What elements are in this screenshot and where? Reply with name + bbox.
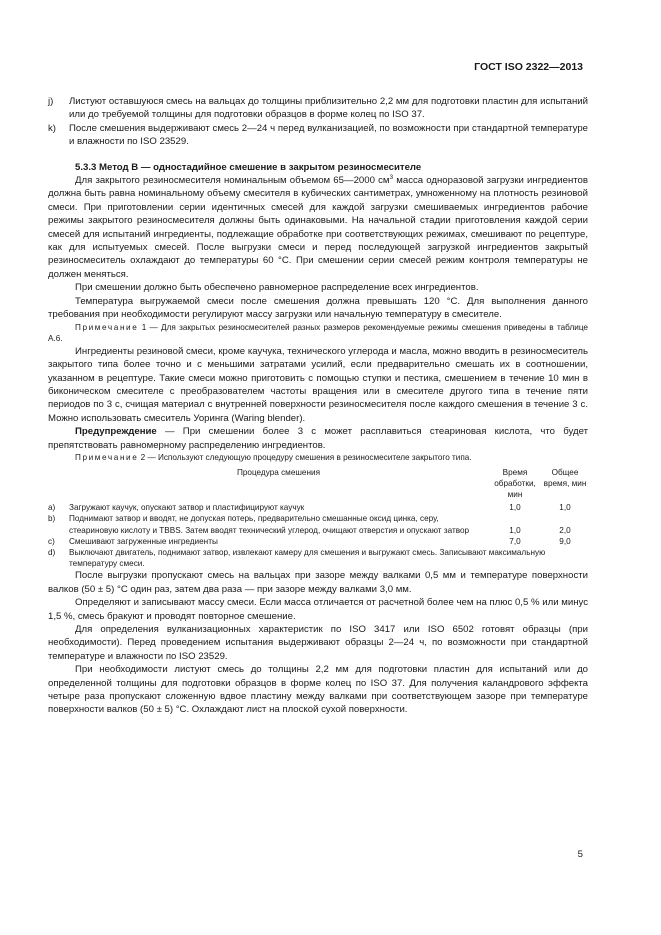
list-text: Листуют оставшуюся смесь на вальцах до толщины приблизительно 2,2 мм для подготовки пластин для испытаний или до требуемой толщины для подготовки образцов в форме колец по ISO 37. xyxy=(69,96,588,121)
table-row xyxy=(48,536,588,547)
table-header-time: Время обработки, мин xyxy=(494,467,536,499)
note-label: Примечание xyxy=(75,452,139,462)
row-letter: d) xyxy=(48,547,56,557)
row-letter: a) xyxy=(48,503,56,513)
paragraph: После выгрузки пропускают смесь на вальцах при зазоре между валками 0,5 мм и температуре поверхности валков (50 ± 5) °С один раз, затем два раза — при зазоре между валками 3,0 мм. xyxy=(48,570,588,595)
row-total: 2,0 xyxy=(559,525,571,535)
paragraph: Температура выгружаемой смеси после смешения должна превышать 120 °С. Для выполнения данного требования при необходимости регулируют массу загрузки или начальную температуру в смесителе. xyxy=(48,295,588,321)
document-header: ГОСТ ISO 2322—2013 xyxy=(474,61,583,73)
list-item-k xyxy=(48,122,588,149)
document-body xyxy=(48,95,588,717)
row-total: 1,0 xyxy=(559,503,571,513)
procedure-table xyxy=(48,467,588,570)
warning xyxy=(48,425,588,452)
row-text: Загружают каучук, опускают затвор и пластифицируют каучук xyxy=(69,503,305,513)
row-text: Поднимают затвор и вводят, не допуская потерь, предварительно смешанные оксид цинка, серу, стеариновую кислоту и TBBS. Затем вводят технический углерод, очищают отверстия и опускают затвор xyxy=(69,514,470,535)
paragraph: При необходимости листуют смесь до толщины 2,2 мм для подготовки пластин для испытаний или до определенной толщины для подготовки образцов в форме колец по ISO 37. Для получения каландрового эффекта четыре раза пропускают сложенную вдвое пластину между валками при соответствующем зазоре при температуре поверхности валков (50 ± 5) °С. Охлаждают лист на плоской сухой поверхности. xyxy=(48,664,588,716)
list-letter: j) xyxy=(48,96,54,107)
row-text: Смешивают загруженные ингредиенты xyxy=(69,536,218,546)
table-row xyxy=(48,513,588,535)
row-time: 1,0 xyxy=(509,525,521,535)
table-header-empty xyxy=(48,467,69,503)
note-label: Примечание xyxy=(75,322,139,332)
warning-text: — При смешении более 3 с может расплавиться стеариновая кислота, что будет препятствовать равномерному распределению ингредиентов. xyxy=(48,426,588,451)
list-item-j xyxy=(48,95,588,122)
row-total: 9,0 xyxy=(559,536,571,546)
note-2 xyxy=(48,452,588,464)
superscript: 3 xyxy=(389,173,394,181)
paragraph: При смешении должно быть обеспечено равномерное распределение всех ингредиентов. xyxy=(75,282,479,294)
page-number: 5 xyxy=(577,849,583,860)
table-header-procedure: Процедура смешения xyxy=(236,467,321,477)
table-row xyxy=(48,547,588,569)
paragraph-text: масса одноразовой загрузки ингредиентов должна быть равна номинальному объему смесителя в кубических сантиметрах, умноженному на плотность резиновой смеси. При приготовлении серии идентичных смесей для каждой загрузки смешиваемых ингредиентов рабочие режимы закрытого резиносмесителя должны быть одинаковыми. На начальной стадии приготовления каждой серии смесей для испытаний ингредиенты, подлежащие обработке при соответствующих режимах, смешивают по рецептуре, как для испытуемых смесей. После выгрузки смеси и перед последующей загрузкой ингредиентов закрытый резиносмеситель охлаждают до температуры 60 °С. При смешении серии смесей режим контроля температуры не должен меняться. xyxy=(48,175,588,280)
note-text: 1 — Для закрытых резиносмесителей разных размеров рекомендуемые режимы смешения приведены в таблице А.6. xyxy=(48,322,588,344)
list-letter: k) xyxy=(48,122,56,134)
paragraph: Ингредиенты резиновой смеси, кроме каучука, технического углерода и масла, можно вводить в резиносмеситель закрытого типа более точно и с меньшими затратами усилий, если предварительно смешать их в соотношении, указанном в рецептуре. Такие смеси можно приготовить с помощью ступки и пестика, смешением в течение 10 мин в биконическом смесителе с преобразователем частоты вращения или в смесителе другого типа в течение пяти периодов по 3 с, счищая материал с внутренней поверхности резиносмесителя после каждого смешения в течение 3 с. Можно использовать смеситель Уоринга (Waring blender). xyxy=(48,345,588,424)
row-text: Выключают двигатель, поднимают затвор, извлекают камеру для смешения и выгружают смесь. Записывают максимальную температуру смеси. xyxy=(69,547,546,569)
row-time: 1,0 xyxy=(509,503,521,513)
list-text: После смешения выдерживают смесь 2—24 ч перед вулканизацией, по возможности при стандартной температуре и влажности по ISO 23529. xyxy=(69,122,588,148)
row-letter: b) xyxy=(48,514,56,524)
paragraph xyxy=(48,174,588,281)
note-text: 2 — Используют следующую процедуру смешения в резиносмесителе закрытого типа. xyxy=(138,452,472,462)
section-title: 5.3.3 Метод В — одностадийное смешение в закрытом резиносмесителе xyxy=(75,161,422,173)
table-header-total: Общее время, мин xyxy=(543,467,587,488)
table-header-row xyxy=(48,467,588,503)
paragraph-text: Для закрытого резиносмесителя номинальным объемом 65—2000 см xyxy=(75,175,390,187)
table-row xyxy=(48,502,588,513)
warning-label: Предупреждение xyxy=(75,426,157,438)
row-letter: c) xyxy=(48,536,55,546)
paragraph: Определяют и записывают массу смеси. Если масса отличается от расчетной более чем на плюс 0,5 % или минус 1,5 %, смесь бракуют и проводят повторное смешение. xyxy=(48,597,588,622)
paragraph: Для определения вулканизационных характеристик по ISO 3417 или ISO 6502 готовят образцы (при необходимости). Перед проведением испытания выдерживают образцы 2—24 ч, по возможности при стандартной температуре и влажности по ISO 23529. xyxy=(48,623,588,662)
row-time: 7,0 xyxy=(509,536,521,546)
note-1 xyxy=(48,322,588,345)
